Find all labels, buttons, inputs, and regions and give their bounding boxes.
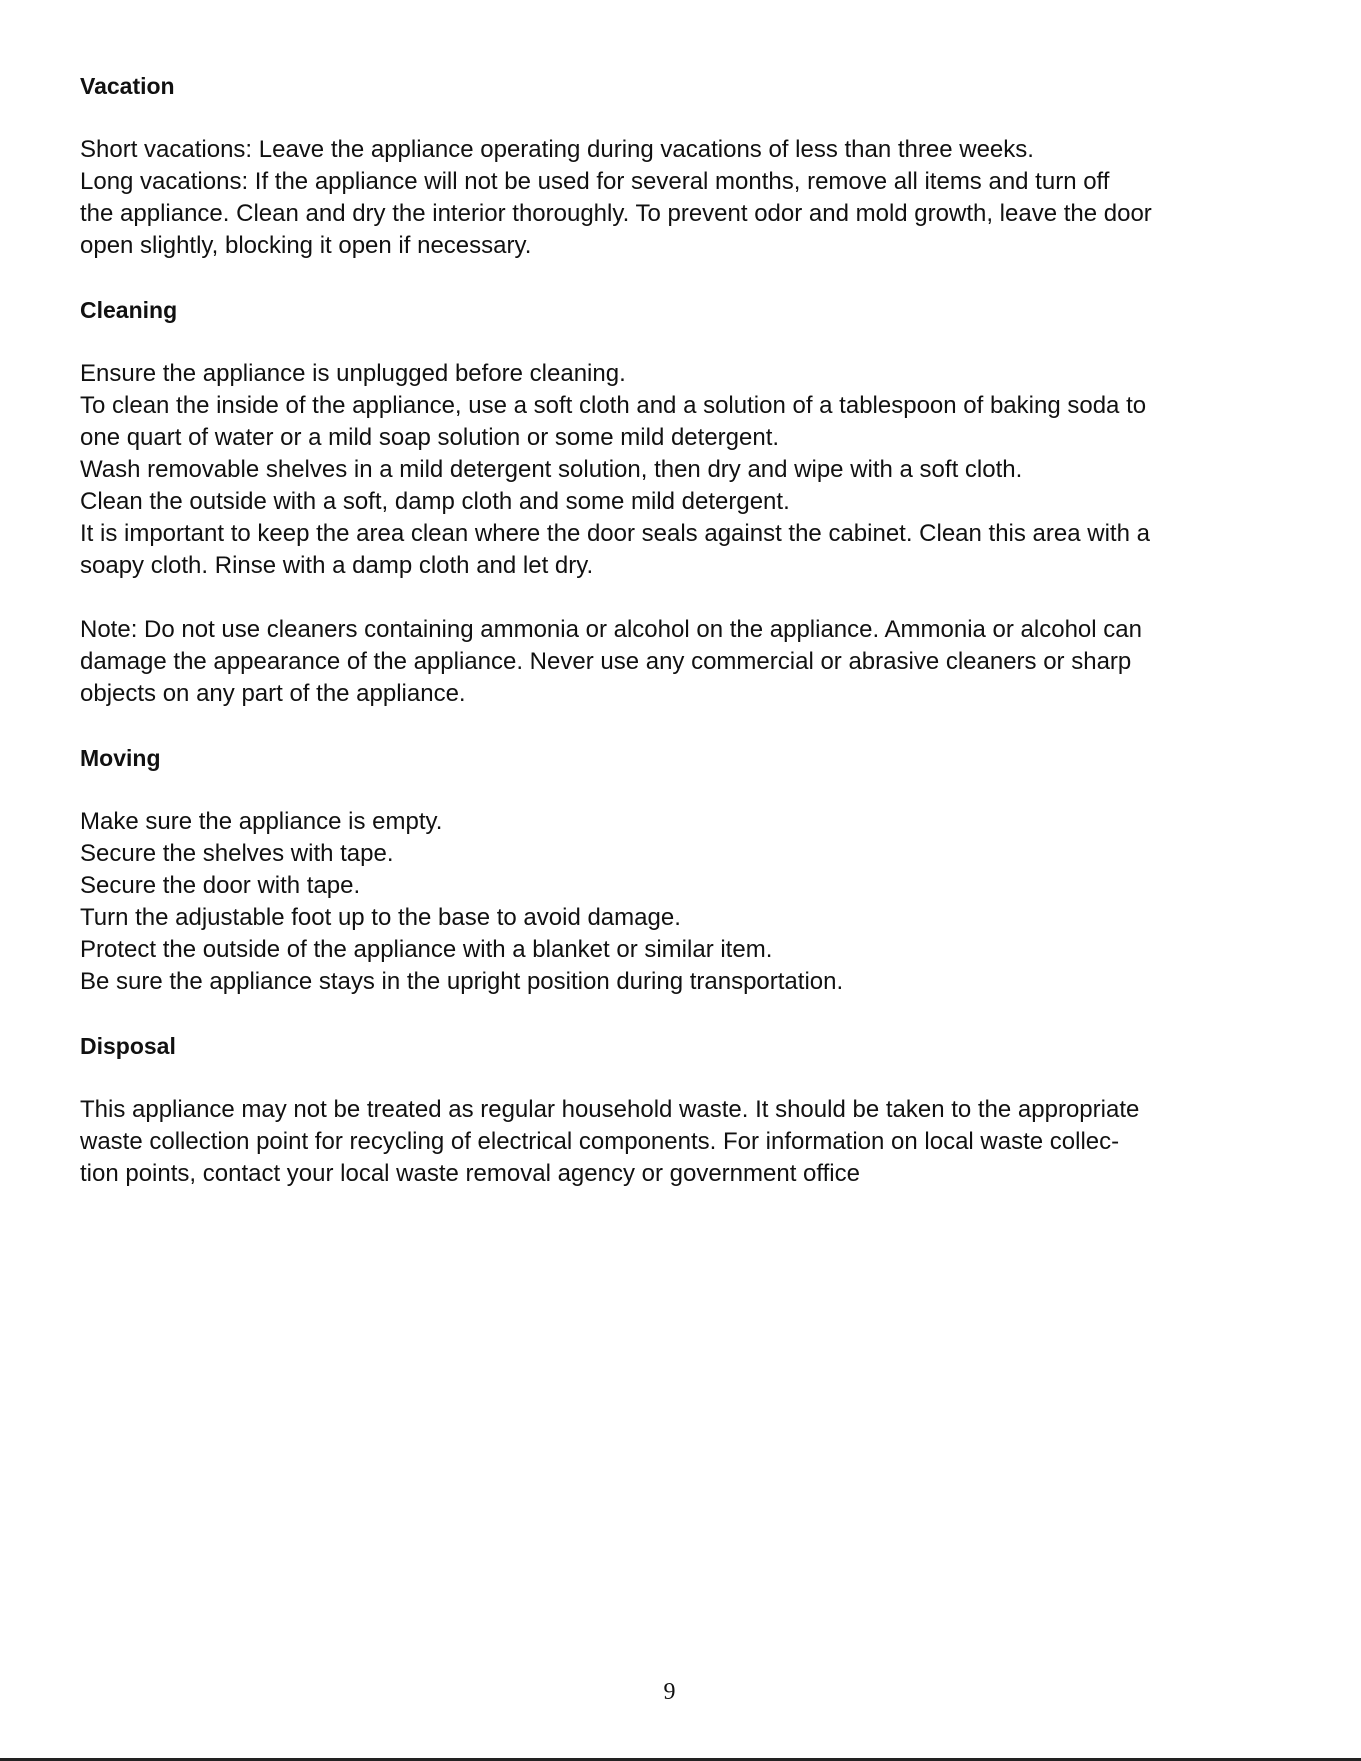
spacer — [80, 998, 1280, 1030]
text-line: Clean the outside with a soft, damp cloth and some mild detergent. — [80, 488, 790, 515]
spacer — [80, 710, 1280, 742]
text-line: the appliance. Clean and dry the interior thoroughly. To prevent odor and mold growth, leave the door — [80, 200, 1152, 227]
paragraph-vacation — [80, 134, 1280, 262]
text-line: Protect the outside of the appliance with a blanket or similar item. — [80, 936, 773, 963]
text-line: one quart of water or a mild soap solution or some mild detergent. — [80, 424, 780, 451]
text-line: objects on any part of the appliance. — [80, 680, 466, 707]
section-cleaning — [80, 294, 1280, 710]
heading-cleaning: Cleaning — [80, 297, 178, 323]
section-moving — [80, 742, 1280, 998]
text-line: waste collection point for recycling of electrical components. For information on local waste collec- — [80, 1128, 1120, 1155]
heading-disposal: Disposal — [80, 1033, 176, 1059]
text-line: Turn the adjustable foot up to the base to avoid damage. — [80, 904, 681, 931]
text-line: open slightly, blocking it open if necessary. — [80, 232, 532, 259]
text-line: Short vacations: Leave the appliance operating during vacations of less than three weeks. — [80, 136, 1034, 163]
page-number: 9 — [663, 1679, 676, 1705]
heading-vacation: Vacation — [80, 73, 175, 99]
text-line: Ensure the appliance is unplugged before cleaning. — [80, 360, 626, 387]
spacer — [80, 262, 1280, 294]
paragraph-moving — [80, 806, 1280, 998]
paragraph-cleaning-note — [80, 614, 1280, 710]
text-line: It is important to keep the area clean where the door seals against the cabinet. Clean this area with a — [80, 520, 1150, 547]
text-line: Secure the door with tape. — [80, 872, 361, 899]
text-line: This appliance may not be treated as regular household waste. It should be taken to the appropriate — [80, 1096, 1140, 1123]
text-line: Long vacations: If the appliance will not be used for several months, remove all items and turn off — [80, 168, 1110, 195]
spacer — [80, 582, 1280, 614]
paragraph-disposal — [80, 1094, 1280, 1190]
text-line: tion points, contact your local waste removal agency or government office — [80, 1160, 860, 1187]
text-line: Secure the shelves with tape. — [80, 840, 394, 867]
text-line: damage the appearance of the appliance. Never use any commercial or abrasive cleaners or sharp — [80, 648, 1132, 675]
section-vacation — [80, 70, 1280, 262]
text-line: Be sure the appliance stays in the upright position during transportation. — [80, 968, 844, 995]
manual-page — [80, 70, 1280, 1190]
section-disposal — [80, 1030, 1280, 1190]
text-line: Make sure the appliance is empty. — [80, 808, 443, 835]
text-line: Note: Do not use cleaners containing ammonia or alcohol on the appliance. Ammonia or alcohol can — [80, 616, 1142, 643]
text-line: To clean the inside of the appliance, use a soft cloth and a solution of a tablespoon of baking soda to — [80, 392, 1147, 419]
heading-moving: Moving — [80, 745, 161, 771]
paragraph-cleaning — [80, 358, 1280, 582]
text-line: soapy cloth. Rinse with a damp cloth and let dry. — [80, 552, 594, 579]
text-line: Wash removable shelves in a mild detergent solution, then dry and wipe with a soft cloth. — [80, 456, 1023, 483]
